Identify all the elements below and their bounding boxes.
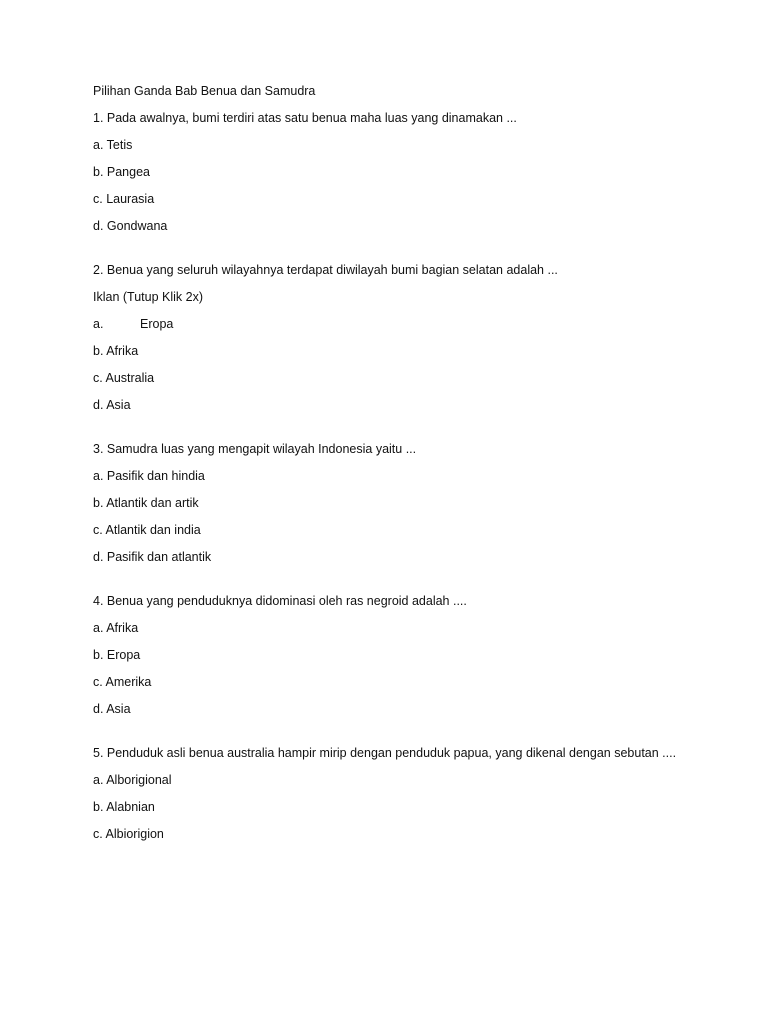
option-letter: a. <box>93 317 104 331</box>
option-c: c. Atlantik dan india <box>93 523 201 537</box>
question-text: 4. Benua yang penduduknya didominasi oleh ras negroid adalah .... <box>93 594 467 608</box>
question-block-4 <box>93 594 693 717</box>
option-d: d. Gondwana <box>93 219 168 233</box>
option-d: d. Pasifik dan atlantik <box>93 550 212 564</box>
option-b: b. Atlantik dan artik <box>93 496 199 510</box>
question-text: 5. Penduduk asli benua australia hampir mirip dengan penduduk papua, yang dikenal dengan sebutan .... <box>93 746 677 760</box>
option-b: b. Afrika <box>93 344 139 358</box>
option-a: a. Tetis <box>93 138 133 152</box>
ad-notice[interactable]: Iklan (Tutup Klik 2x) <box>93 290 203 304</box>
option-a <box>93 317 693 332</box>
option-b: b. Eropa <box>93 648 141 662</box>
question-block-2 <box>93 263 693 413</box>
question-block-1 <box>93 111 693 234</box>
option-a: a. Pasifik dan hindia <box>93 469 205 483</box>
option-a: a. Afrika <box>93 621 139 635</box>
option-text: Eropa <box>140 317 174 331</box>
question-text: 1. Pada awalnya, bumi terdiri atas satu benua maha luas yang dinamakan ... <box>93 111 517 125</box>
option-c: c. Albiorigion <box>93 827 164 841</box>
option-c: c. Amerika <box>93 675 152 689</box>
option-d: d. Asia <box>93 702 131 716</box>
question-block-5 <box>93 746 693 842</box>
option-a: a. Alborigional <box>93 773 172 787</box>
document-title: Pilihan Ganda Bab Benua dan Samudra <box>93 84 316 98</box>
question-text: 3. Samudra luas yang mengapit wilayah Indonesia yaitu ... <box>93 442 417 456</box>
option-c: c. Australia <box>93 371 155 385</box>
document-page <box>93 84 693 854</box>
option-d: d. Asia <box>93 398 131 412</box>
question-text: 2. Benua yang seluruh wilayahnya terdapat diwilayah bumi bagian selatan adalah ... <box>93 263 558 277</box>
option-b: b. Pangea <box>93 165 150 179</box>
question-block-3 <box>93 442 693 565</box>
option-b: b. Alabnian <box>93 800 155 814</box>
option-c: c. Laurasia <box>93 192 155 206</box>
